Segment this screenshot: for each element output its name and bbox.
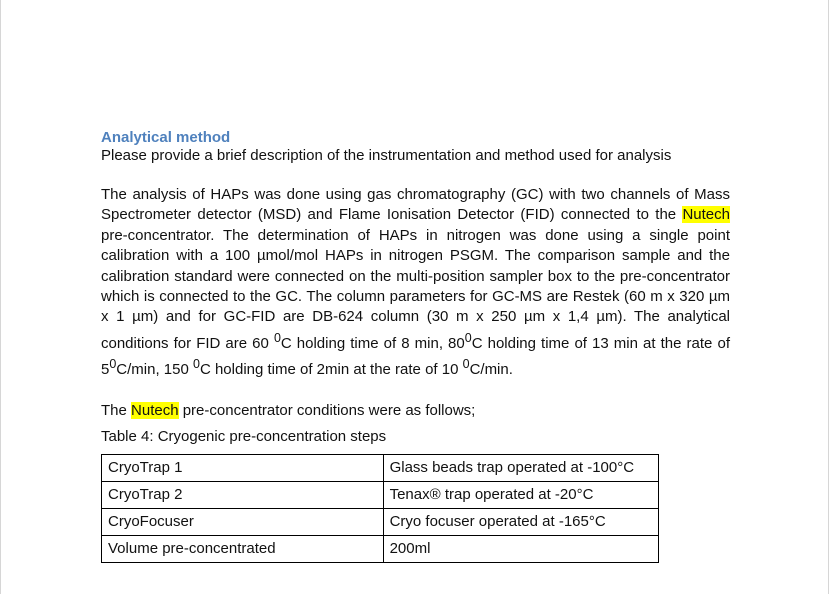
degree-superscript: 0 bbox=[193, 357, 200, 372]
table-cell-step: CryoTrap 1 bbox=[102, 454, 384, 481]
highlighted-term: Nutech bbox=[682, 206, 730, 224]
paragraph-text: pre-concentrator. The determination of HAPs in nitrogen was done using a single point calibration with a 100 µmol/mol HAPs in nitrogen PSGM. The comparison sample and the calibration standard were connected on the multi-position sampler box to the pre-concentrator which is connected to the GC. The column parameters for GC-MS are Restek (60 m x 320 µm x 1 µm) and for GC-FID are DB-624 column (30 m x 250 µm x 1,4 µm). The analytical conditions for FID are 60 bbox=[101, 226, 730, 352]
table-caption: Table 4: Cryogenic pre-concentration steps bbox=[101, 427, 387, 445]
highlighted-term: Nutech bbox=[131, 401, 179, 419]
paragraph-text: C/min. bbox=[469, 361, 513, 379]
table-cell-condition: Glass beads trap operated at -100°C bbox=[383, 454, 658, 481]
cryogenic-steps-table bbox=[101, 454, 659, 563]
sentence-text: pre-concentrator conditions were as follows; bbox=[178, 401, 476, 419]
paragraph-text: C holding time of 2min at the rate of 10 bbox=[199, 361, 463, 379]
document-content bbox=[101, 129, 730, 563]
table-cell-condition: 200ml bbox=[383, 535, 658, 562]
paragraph-text: C/min, 150 bbox=[116, 361, 193, 379]
degree-superscript: 0 bbox=[462, 357, 470, 372]
degree-superscript: 0 bbox=[464, 330, 472, 345]
degree-superscript: 0 bbox=[109, 357, 117, 372]
sentence-text: The bbox=[101, 401, 132, 419]
table-cell-step: CryoTrap 2 bbox=[102, 481, 384, 508]
paragraph-text: C holding time of 8 min, 80 bbox=[280, 334, 465, 352]
table-row bbox=[102, 454, 659, 481]
table-row bbox=[102, 481, 659, 508]
table-cell-step: Volume pre-concentrated bbox=[102, 535, 384, 562]
table-cell-condition: Cryo focuser operated at -165°C bbox=[383, 508, 658, 535]
table-row bbox=[102, 508, 659, 535]
table-row bbox=[102, 535, 659, 562]
paragraph-text: C holding time of 13 min at the rate of 5 bbox=[101, 334, 730, 379]
conditions-sentence bbox=[101, 401, 730, 421]
section-heading: Analytical method bbox=[101, 129, 231, 146]
paragraph-text: The analysis of HAPs was done using gas chromatography (GC) with two channels of Mass Spectrometer detector (MSD) and Flame Ionisation Detector (FID) connected to the bbox=[101, 186, 730, 224]
section-instruction: Please provide a brief description of the instrumentation and method used for analysis bbox=[101, 147, 672, 164]
table-cell-step: CryoFocuser bbox=[102, 508, 384, 535]
degree-superscript: 0 bbox=[273, 330, 281, 345]
table-cell-condition: Tenax® trap operated at -20°C bbox=[383, 481, 658, 508]
method-paragraph bbox=[101, 185, 730, 381]
